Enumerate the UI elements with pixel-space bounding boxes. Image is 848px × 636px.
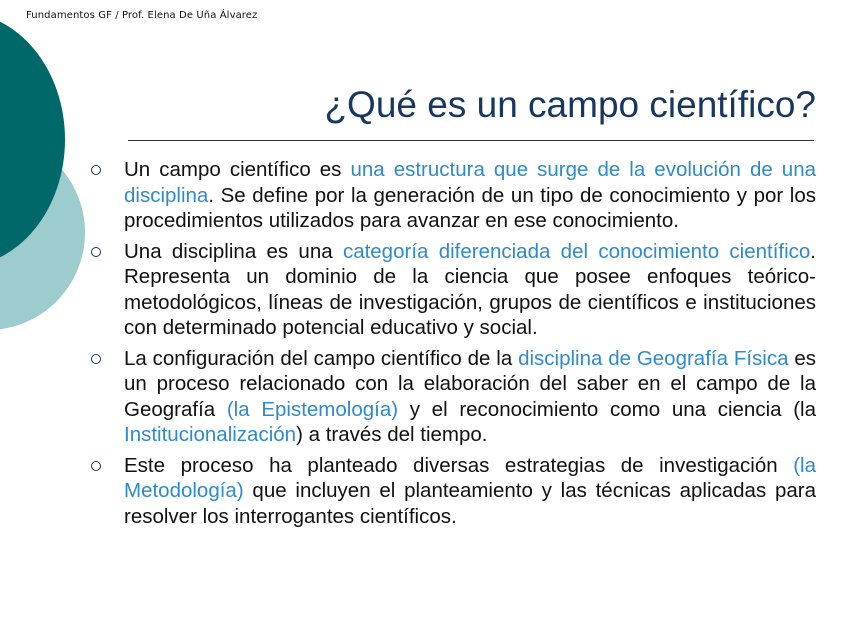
bullet-text: . Representa un dominio de la ciencia que posee enfoques teórico-metodológicos, líneas de investigación, grupos de científicos e instituciones con determinado potencial educativo y social. xyxy=(124,239,816,339)
slide-title: ¿Qué es un campo científico? xyxy=(324,84,816,125)
bullet-item xyxy=(124,346,816,448)
bullet-text: Este proceso ha planteado diversas estrategias de investigación xyxy=(124,453,794,477)
highlighted-text: disciplina de Geografía Física xyxy=(518,346,789,370)
bullet-item xyxy=(124,239,816,341)
bullet-list xyxy=(124,157,816,534)
highlighted-text: (la Epistemología) xyxy=(226,397,399,421)
title-divider xyxy=(128,140,814,141)
bullet-text: . Se define por la generación de un tipo de conocimiento y por los procedimientos utilizados para avanzar en ese conocimiento. xyxy=(124,183,816,232)
bullet-circle-icon xyxy=(91,354,101,364)
bullet-text: y el reconocimiento como una ciencia (la xyxy=(398,397,816,421)
bullet-item xyxy=(124,453,816,530)
bullet-text: Un campo científico es xyxy=(124,158,351,181)
highlighted-text: Institucionalización xyxy=(124,423,297,446)
bullet-text: Una disciplina es una xyxy=(124,239,343,263)
bullet-item xyxy=(124,157,816,234)
bullet-circle-icon xyxy=(91,247,101,257)
bullet-circle-icon xyxy=(91,461,101,471)
highlighted-text: una estructura que surge de la evolución de una disciplina xyxy=(124,158,816,207)
bullet-circle-icon xyxy=(91,165,101,175)
bullet-text: que incluyen el planteamiento y las técnicas aplicadas para resolver los interrogantes científicos. xyxy=(124,479,816,528)
highlighted-text: categoría diferenciada del conocimiento científico xyxy=(342,239,811,263)
highlighted-text: (la Metodología) xyxy=(124,453,816,502)
bullet-text: ) a través del tiempo. xyxy=(296,423,488,446)
bullet-text: es un proceso relacionado con la elaboración del saber en el campo de la Geografía xyxy=(124,346,816,421)
bullet-text: La configuración del campo científico de la xyxy=(124,346,519,370)
slide-header: Fundamentos GF / Prof. Elena De Uña Álvarez xyxy=(26,10,258,21)
